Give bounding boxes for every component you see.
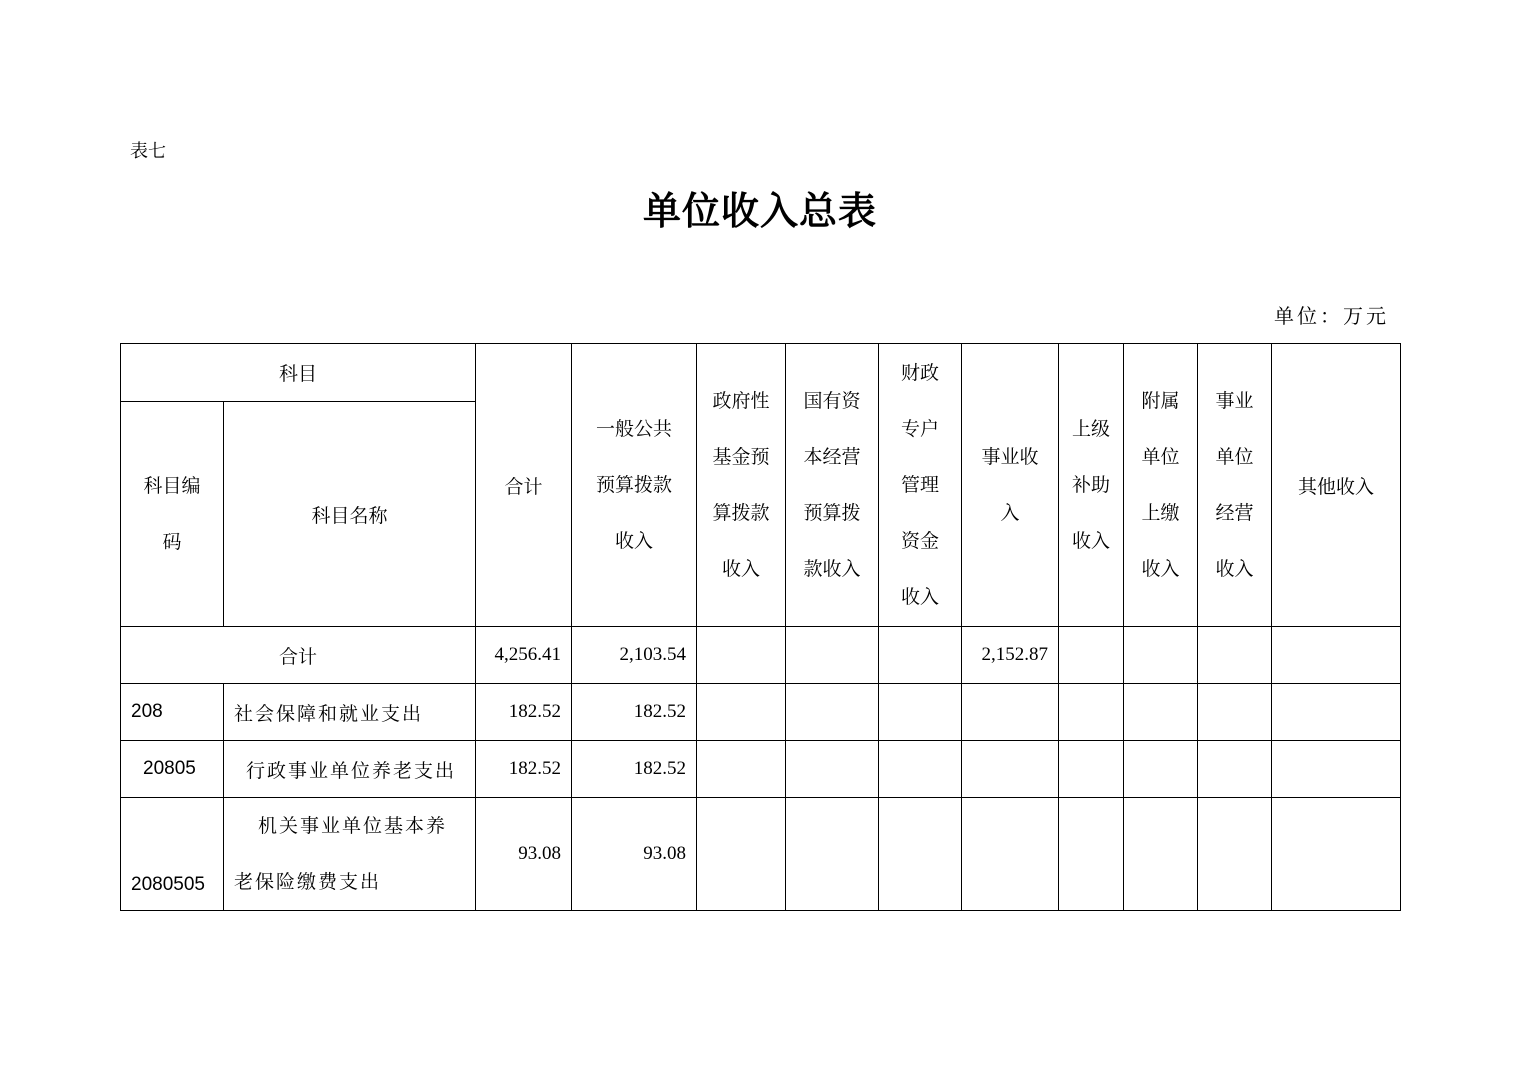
row-affiliate-turnover (1124, 684, 1198, 741)
header-fiscal-special-text: 财政专户管理资金收入 (901, 362, 940, 608)
header-operation-income-text: 事业单位经营收入 (1215, 390, 1254, 580)
row-state-capital (786, 684, 879, 741)
header-general-budget (572, 344, 697, 627)
total-row-label: 合计 (121, 627, 476, 684)
row-business-income (962, 684, 1059, 741)
header-other-income: 其他收入 (1272, 344, 1401, 627)
row-gov-fund (697, 741, 786, 798)
header-subject-code-text: 科目编码 (143, 475, 201, 553)
row-other-income (1272, 798, 1401, 911)
row-other-income (1272, 741, 1401, 798)
row-total: 93.08 (476, 798, 572, 911)
header-business-income-text: 事业收入 (981, 446, 1039, 524)
row-general-budget: 182.52 (572, 684, 697, 741)
row-operation-income (1198, 798, 1272, 911)
row-superior-subsidy (1059, 798, 1124, 911)
row-business-income (962, 798, 1059, 911)
row-general-budget: 182.52 (572, 741, 697, 798)
row-code: 208 (121, 684, 224, 741)
total-row-affiliate-turnover (1124, 627, 1198, 684)
row-name-line-1: 机关事业单位基本养 (258, 815, 448, 837)
row-fiscal-special (879, 684, 962, 741)
header-gov-fund (697, 344, 786, 627)
header-subject-name: 科目名称 (224, 402, 476, 627)
header-business-income (962, 344, 1059, 627)
header-fiscal-special (879, 344, 962, 627)
row-general-budget: 93.08 (572, 798, 697, 911)
header-state-capital (786, 344, 879, 627)
total-row-fiscal-special (879, 627, 962, 684)
total-row-superior-subsidy (1059, 627, 1124, 684)
header-superior-subsidy (1059, 344, 1124, 627)
row-code: 2080505 (121, 798, 224, 911)
row-business-income (962, 741, 1059, 798)
row-code: 20805 (121, 741, 224, 798)
row-affiliate-turnover (1124, 798, 1198, 911)
row-state-capital (786, 798, 879, 911)
table-row (121, 741, 1401, 798)
total-row-business-income: 2,152.87 (962, 627, 1059, 684)
total-row (121, 627, 1401, 684)
table-label: 表七 (130, 141, 166, 162)
header-subject-code (121, 402, 224, 627)
header-operation-income (1198, 344, 1272, 627)
page-title: 单位收入总表 (642, 188, 877, 233)
total-row-operation-income (1198, 627, 1272, 684)
total-row-gov-fund (697, 627, 786, 684)
header-gov-fund-text: 政府性基金预算拨款收入 (712, 390, 770, 580)
row-total: 182.52 (476, 684, 572, 741)
total-row-state-capital (786, 627, 879, 684)
row-fiscal-special (879, 798, 962, 911)
header-affiliate-turnover (1124, 344, 1198, 627)
income-summary-table (120, 343, 1401, 911)
row-superior-subsidy (1059, 741, 1124, 798)
header-state-capital-text: 国有资本经营预算拨款收入 (803, 390, 861, 580)
row-name (224, 798, 476, 911)
row-name: 社会保障和就业支出 (224, 684, 476, 741)
row-state-capital (786, 741, 879, 798)
row-total: 182.52 (476, 741, 572, 798)
header-affiliate-turnover-text: 附属单位上缴收入 (1141, 390, 1180, 580)
row-affiliate-turnover (1124, 741, 1198, 798)
row-name-line-2: 老保险缴费支出 (234, 871, 382, 893)
row-gov-fund (697, 684, 786, 741)
total-row-total: 4,256.41 (476, 627, 572, 684)
header-superior-subsidy-text: 上级补助收入 (1072, 418, 1111, 552)
row-operation-income (1198, 684, 1272, 741)
header-row-1 (121, 344, 1401, 402)
row-operation-income (1198, 741, 1272, 798)
row-name: 行政事业单位养老支出 (224, 741, 476, 798)
header-subject: 科目 (121, 344, 476, 402)
table-row (121, 798, 1401, 911)
row-other-income (1272, 684, 1401, 741)
total-row-general-budget: 2,103.54 (572, 627, 697, 684)
row-superior-subsidy (1059, 684, 1124, 741)
table-row (121, 684, 1401, 741)
header-total: 合计 (476, 344, 572, 627)
row-gov-fund (697, 798, 786, 911)
unit-label: 单位：万元 (1274, 304, 1389, 328)
total-row-other-income (1272, 627, 1401, 684)
row-name-text (224, 798, 475, 910)
header-general-budget-text: 一般公共预算拨款收入 (596, 418, 673, 552)
row-fiscal-special (879, 741, 962, 798)
